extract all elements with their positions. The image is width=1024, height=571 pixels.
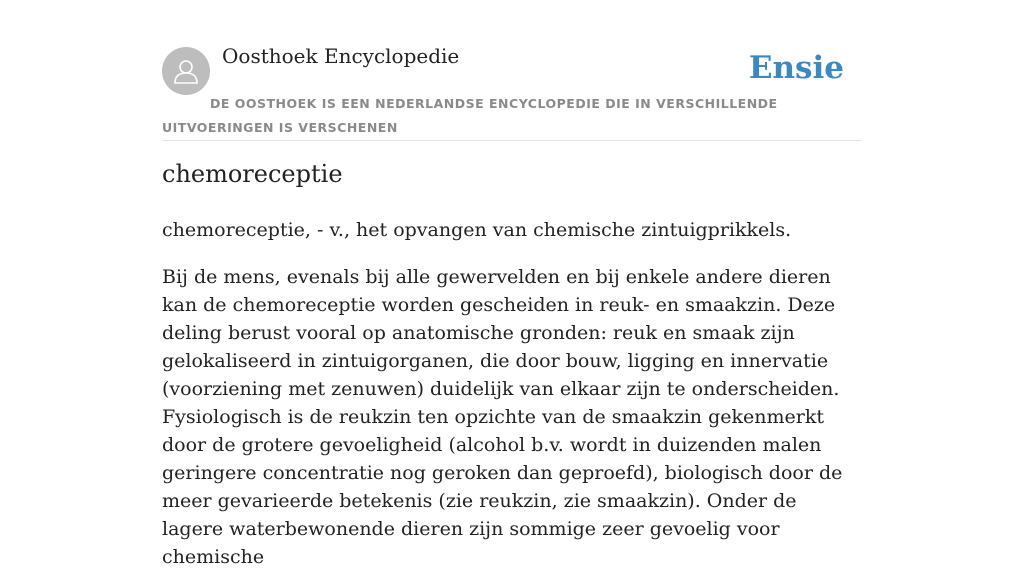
user-icon xyxy=(171,56,201,86)
source-header xyxy=(162,0,862,141)
brand-logo[interactable]: Ensie xyxy=(748,50,844,86)
page-container xyxy=(162,0,862,568)
source-description: DE OOSTHOEK IS EEN NEDERLANDSE ENCYCLOPEDIE DIE IN VERSCHILLENDE UITVOERINGEN IS VERSCHENEN xyxy=(162,96,778,135)
article-lead: chemoreceptie, - v., het opvangen van chemische zintuigprikkels. xyxy=(162,219,792,241)
source-name[interactable]: Oosthoek Encyclopedie xyxy=(222,44,460,68)
article-body: Bij de mens, evenals bij alle gewervelden en bij enkele andere dieren kan de chemoreceptie worden gescheiden in reuk- en smaakzin. Deze deling berust vooral op anatomische gronden: reuk en smaak zijn gelokaliseerd in zintuigorganen, die door bouw, ligging en innervatie (voorziening met zenuwen) duidelijk van elkaar zijn te onderscheiden. Fysiologisch is de reukzin ten opzichte van de smaakzin gekenmerkt door de grotere gevoeligheid (alcohol b.v. wordt in duizenden malen geringere concentratie nog geroken dan geproefd), biologisch door de meer gevarieerde betekenis (zie reukzin, zie smaakzin). Onder de lagere waterbewonende dieren zijn sommige zeer gevoelig voor chemische xyxy=(162,266,843,568)
source-avatar[interactable] xyxy=(162,47,210,95)
article-title: chemoreceptie xyxy=(162,160,343,188)
